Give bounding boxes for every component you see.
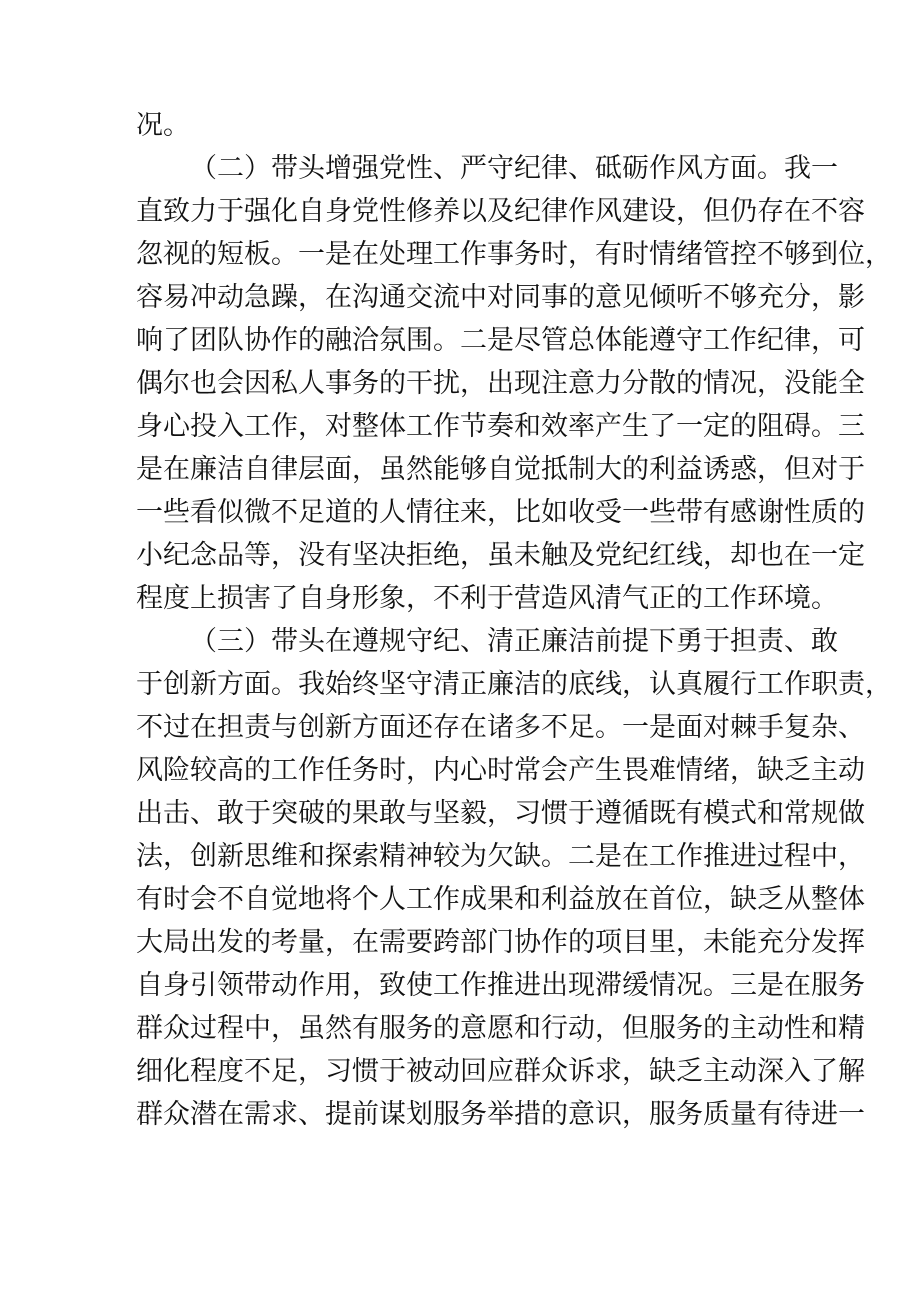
text-line-6: 响了团队协作的融洽氛围。二是尽管总体能遵守工作纪律，可 — [136, 325, 865, 356]
text-line-11: 小纪念品等，没有坚决拒绝，虽未触及党纪红线，却也在一定 — [136, 540, 865, 571]
text-line-24: 群众潜在需求、提前谋划服务举措的意识，服务质量有待进一 — [136, 1099, 865, 1130]
text-line-7: 偶尔也会因私人事务的干扰，出现注意力分散的情况，没能全 — [136, 368, 865, 399]
text-line-1: 况。 — [136, 110, 190, 141]
text-line-8: 身心投入工作，对整体工作节奏和效率产生了一定的阻碍。三 — [136, 411, 865, 442]
text-line-14: 于创新方面。我始终坚守清正廉洁的底线，认真履行工作职责， — [136, 669, 892, 700]
text-line-21: 自身引领带动作用，致使工作推进出现滞缓情况。三是在服务 — [136, 970, 865, 1001]
text-line-3: 直致力于强化自身党性修养以及纪律作风建设，但仍存在不容 — [136, 196, 865, 227]
text-line-17: 出击、敢于突破的果敢与坚毅，习惯于遵循既有模式和常规做 — [136, 798, 865, 829]
text-line-23: 细化程度不足，习惯于被动回应群众诉求，缺乏主动深入了解 — [136, 1056, 865, 1087]
text-line-20: 大局出发的考量，在需要跨部门协作的项目里，未能充分发挥 — [136, 927, 865, 958]
text-line-13: （三）带头在遵规守纪、清正廉洁前提下勇于担责、敢 — [190, 626, 838, 657]
text-line-2: （二）带头增强党性、严守纪律、砥砺作风方面。我一 — [190, 153, 838, 184]
text-line-4: 忽视的短板。一是在处理工作事务时，有时情绪管控不够到位， — [136, 239, 892, 270]
text-line-9: 是在廉洁自律层面，虽然能够自觉抵制大的利益诱惑，但对于 — [136, 454, 865, 485]
text-line-12: 程度上损害了自身形象，不利于营造风清气正的工作环境。 — [136, 583, 838, 614]
text-line-15: 不过在担责与创新方面还存在诸多不足。一是面对棘手复杂、 — [136, 712, 865, 743]
text-line-10: 一些看似微不足道的人情往来，比如收受一些带有感谢性质的 — [136, 497, 865, 528]
text-line-18: 法，创新思维和探索精神较为欠缺。二是在工作推进过程中， — [136, 841, 865, 872]
text-line-16: 风险较高的工作任务时，内心时常会产生畏难情绪，缺乏主动 — [136, 755, 865, 786]
text-line-22: 群众过程中，虽然有服务的意愿和行动，但服务的主动性和精 — [136, 1013, 865, 1044]
text-line-5: 容易冲动急躁，在沟通交流中对同事的意见倾听不够充分，影 — [136, 282, 865, 313]
text-line-19: 有时会不自觉地将个人工作成果和利益放在首位，缺乏从整体 — [136, 884, 865, 915]
